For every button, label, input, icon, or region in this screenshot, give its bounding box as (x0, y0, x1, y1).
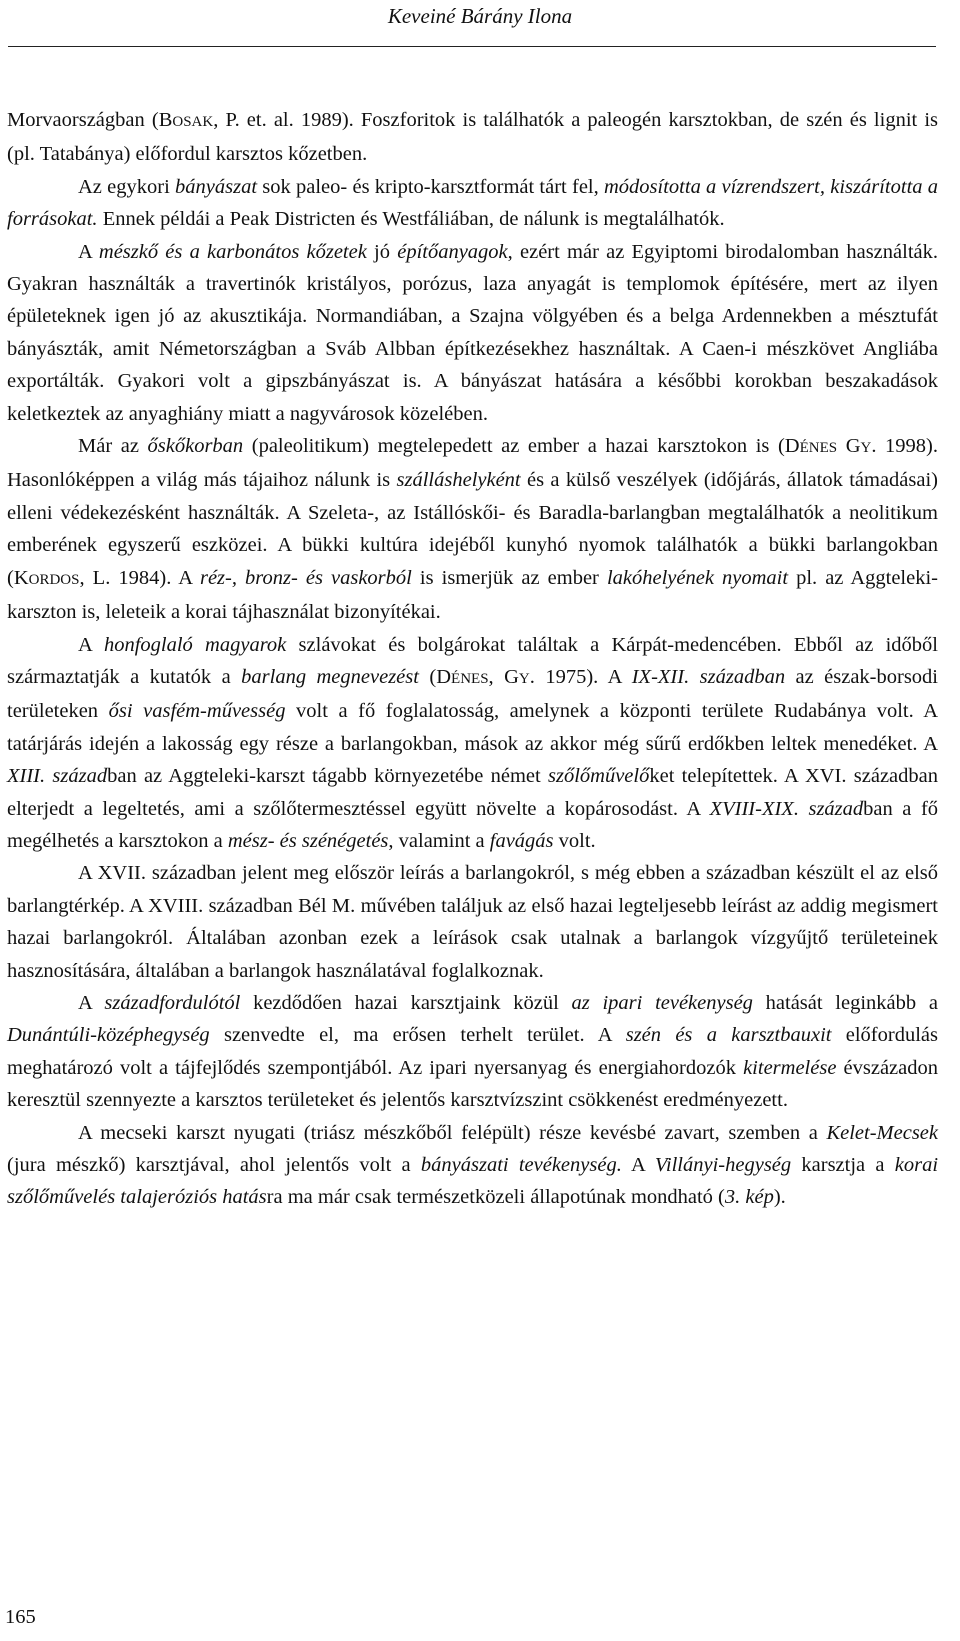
text-run: (jura mészkő) karsztjával, ahol jelentős volt a (7, 1154, 421, 1176)
text-run: A (78, 240, 99, 263)
text-run: , L. 1984). A (79, 566, 200, 589)
text-run: volt a fő foglalatosság, amelynek a központi területe Rudabánya volt. A tatárjárás idején a lakosság egy része a barlangokban, mások az akkor még sűrű erdőkben leltek menedéket. A (7, 700, 938, 755)
paragraph (7, 857, 938, 987)
header-rule (8, 46, 936, 47)
italic-text: korai szőlőművelés talajeróziós hatás (7, 1154, 939, 1209)
italic-text: szálláshelyként (396, 469, 521, 492)
italic-text: 3. kép (724, 1186, 774, 1209)
text-run: , valamint a (388, 829, 490, 852)
paragraph (7, 171, 938, 236)
italic-text: favágás (489, 829, 554, 852)
italic-text: módosította a vízrendszert, kiszárította a forrásokat. (7, 175, 939, 231)
text-run: és a külső veszélyek (időjárás, állatok támadásai) elleni védekezésként használták. A Szeleta-, az Istállóskői- és Baradla-barlangban megtalálhatók a neolitikum emberének egyszerű eszközei. A bükki kultúra idejéből kunyhó nyomok találhatók a bükki barlangokban (K (7, 469, 938, 589)
text-run: ban a fő megélhetés a karsztokon a (7, 797, 939, 852)
small-caps-text: Y (518, 670, 530, 687)
italic-text: honfoglaló magyarok (103, 633, 287, 656)
italic-text: mész- és szénégetés (227, 829, 389, 852)
italic-text: lakóhelyének nyomait (606, 566, 789, 589)
text-run: Az egykori (78, 175, 176, 198)
italic-text: ősi vasfém-művesség (108, 700, 286, 723)
paragraph (7, 629, 938, 858)
italic-text: századfordulótól (104, 991, 241, 1014)
text-run: sok paleo- és kripto-karsztformát tárt fel, (257, 175, 604, 198)
italic-text: kitermelése (743, 1056, 837, 1079)
paragraph (7, 104, 938, 171)
text-run: (D (418, 665, 452, 688)
page-number: 165 (5, 1606, 36, 1628)
text-run: Morvaországban ( (7, 109, 159, 131)
italic-text: XIII. század (7, 765, 108, 788)
text-run: A mecseki karszt nyugati (triász mészkőből felépült) része kevésbé zavart, szemben a (78, 1121, 827, 1144)
text-run: A (621, 1154, 655, 1176)
small-caps-text: ÉNES (799, 440, 838, 457)
text-run: , ezért már az Egyiptomi birodalomban használták. Gyakran használták a travertinók kristályos, porózus, laza anyagát is templomok építésére, mert az ilyen épületeknek igen jó az akusztikája. Normandiában, a Szajna völgyében és a belga Ardennekben a mésztufát bányászták, amit Németországban a Sváb Albban építkezésekhez használtak. A Caen-i mészkövet Angliába exportálták. Gyakori volt a gipszbányászat is. A bányászat hatására a későbbi korokban beszakadások keletkeztek az anyaghiány miatt a nagyvárosok közelében. (7, 240, 938, 425)
italic-text: Kelet-Mecsek (826, 1121, 938, 1144)
text-run: az észak-borsodi területeken (7, 665, 939, 723)
text-run: A (78, 991, 105, 1014)
text-run: szenvedte el, ma erősen terhelt terület. A (209, 1024, 626, 1047)
small-caps-text: Y (860, 440, 872, 457)
text-run: (paleolitikum) megtelepedett az ember a hazai karsztokon is (D (243, 435, 800, 458)
italic-text: szőlőművelő (548, 765, 650, 788)
text-run: volt. (553, 829, 596, 852)
italic-text: Dunántúli-középhegység (7, 1024, 210, 1047)
body-text (7, 104, 938, 1214)
text-run: , P. et. al. 1989). Foszforitok is találhatók a paleogén karsztokban, de szén és lignit is (pl. Tatabánya) előfordul karsztos kőzetben. (7, 109, 938, 166)
paragraph (7, 987, 938, 1117)
italic-text: XVIII-XIX. század (709, 797, 864, 820)
text-run: pl. az Aggteleki-karszton is, leleteik a korai tájhasználat bizonyítékai. (7, 566, 938, 624)
text-run: ban az Aggteleki-karszt tágabb környezetébe német (107, 765, 548, 788)
text-run: Ennek példái a Peak Districten és Westfáliában, de nálunk is megtalálhatók. (97, 208, 725, 231)
paragraph (7, 236, 938, 430)
text-run: B (158, 109, 173, 131)
text-run: ra ma már csak természetközeli állapotúnak mondható ( (266, 1186, 725, 1209)
text-run: kezdődően hazai karsztjaink közül (240, 991, 572, 1014)
text-run: Már az (78, 435, 148, 458)
italic-text: őskőkorban (147, 435, 244, 458)
text-run: szlávokat és bolgárokat találtak a Kárpát-medencében. Ebből az időből származtatják a kutatók a (7, 633, 938, 688)
text-run: évszázadon keresztül szennyezte a karsztos területeket és jelentős karsztvízszint csökkenést eredményezett. (7, 1056, 938, 1112)
text-run: . 1975). A (529, 665, 632, 688)
text-run: jó (366, 240, 398, 263)
small-caps-text: ÉNES (451, 670, 489, 687)
italic-text: barlang megnevezést (241, 665, 419, 688)
text-run: A XVII. században jelent meg először leírás a barlangokról, s még ebben a században készült el az első barlangtérkép. A XVIII. században Bél M. művében találjuk az első hazai legteljesebb leírást az addig megismert hazai barlangokról. Általában azonban ezek a leírások csak utalnak a barlangok vízgyűjtő területeinek hasznosítására, általában a barlangok használatával foglalkoznak. (7, 862, 938, 982)
text-run: ket telepítettek. A XVI. században elterjedt a legeltetés, ami a szőlőtermesztéssel együtt növelte a kopárosodást. A (7, 765, 939, 820)
italic-text: építőanyagok (397, 240, 508, 263)
small-caps-text: OSAK (172, 114, 214, 130)
italic-text: bányászati tevékenység. (420, 1154, 622, 1176)
italic-text: mészkő és a karbonátos kőzetek (98, 240, 367, 263)
text-run: is ismerjük az ember (411, 566, 607, 589)
text-run: . 1998). Hasonlóképpen a világ más tájaihoz nálunk is (7, 435, 939, 492)
italic-text: IX-XII. században (631, 665, 786, 688)
text-run: ). (773, 1186, 786, 1209)
paragraph (7, 1117, 938, 1214)
text-run: , G (488, 665, 519, 688)
text-run: karsztja a (791, 1154, 895, 1176)
text-run: hatását leginkább a (752, 991, 938, 1014)
italic-text: bányászat (175, 175, 258, 198)
text-run: G (837, 435, 861, 458)
text-run: A (78, 633, 104, 656)
italic-text: az ipari tevékenység (571, 991, 753, 1014)
italic-text: Villányi-hegység (654, 1154, 792, 1176)
italic-text: réz-, bronz- és vaskorból (199, 566, 412, 589)
text-run: előfordulás meghatározó volt a tájfejlődés szempontjából. Az ipari nyersanyag és energiahordozók (7, 1024, 938, 1079)
italic-text: szén és a karsztbauxit (625, 1024, 832, 1047)
paragraph (7, 430, 938, 628)
small-caps-text: ORDOS (28, 571, 80, 588)
running-header: Keveiné Bárány Ilona (387, 4, 573, 28)
